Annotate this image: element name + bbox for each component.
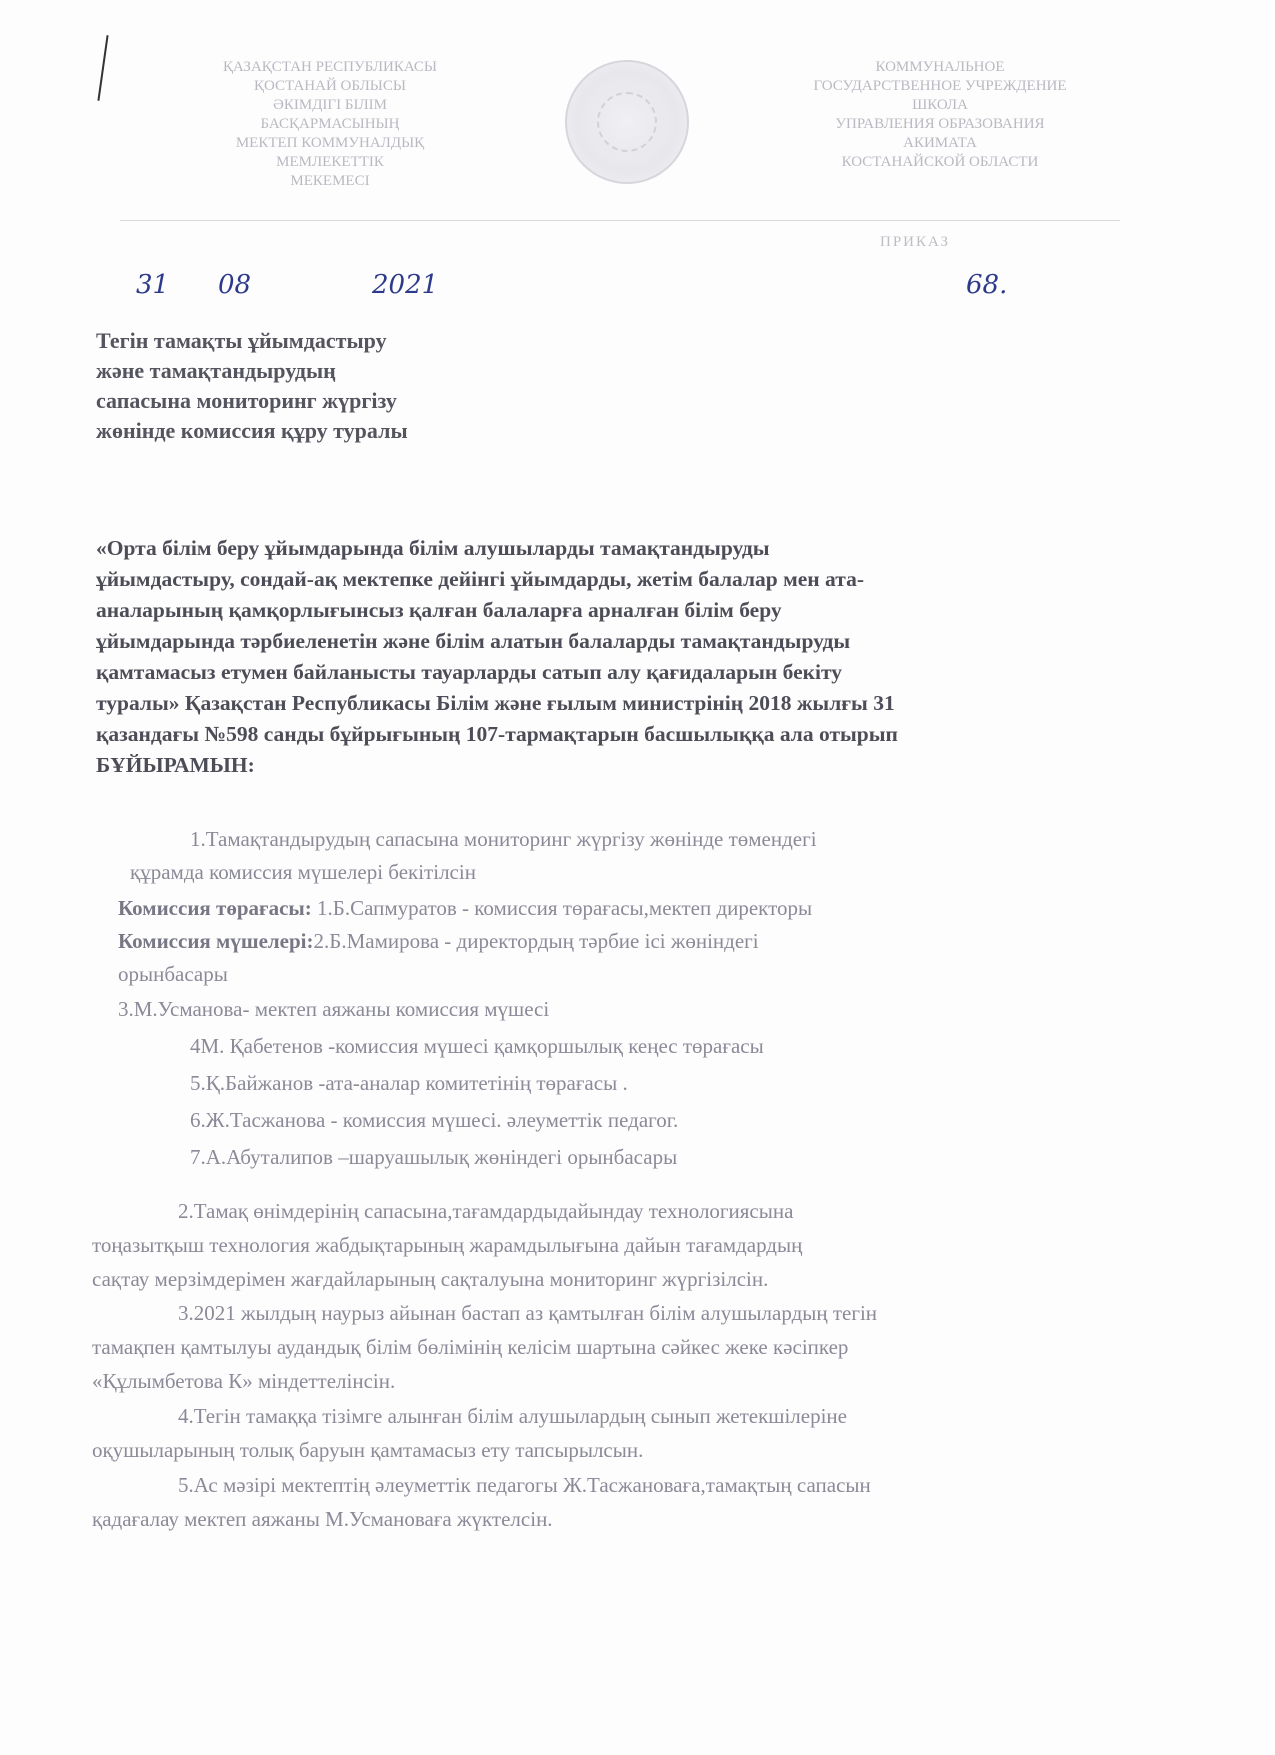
chair-text: 1.Б.Сапмуратов - комиссия төрағасы,мектеп директоры — [311, 896, 813, 920]
preamble-line: ұйымдарында тәрбиеленетін және білім алатын балаларды тамақтандыруды — [96, 629, 851, 653]
item-5-line-b: қадағалау мектеп аяжаны М.Усмановаға жүктелсін. — [92, 1507, 553, 1531]
item-4-line-a: 4.Тегін тамаққа тізімге алынған білім алушылардың сынып жетекшілеріне — [178, 1404, 847, 1428]
members-text: 2.Б.Мамирова - директордың тәрбие ісі жөніндегі — [313, 929, 759, 953]
preamble-line: «Орта білім беру ұйымдарында білім алушыларды тамақтандыруды — [96, 536, 770, 560]
item-3-line-c: «Құлымбетова К» міндеттелінсін. — [92, 1369, 396, 1393]
item-2-line-b: тоңазытқыш технология жабдықтарының жарамдылығына дайын тағамдардың — [92, 1233, 803, 1257]
letterhead-line: КОММУНАЛЬНОЕ — [875, 59, 1005, 75]
letterhead-line: МЕМЛЕКЕТТІК — [276, 154, 384, 170]
date-day: 31 — [136, 270, 170, 300]
order-heading: БҰЙЫРАМЫН: — [96, 753, 255, 777]
title-line: және тамақтандырудың — [96, 358, 336, 383]
member-7: 7.А.Абуталипов –шаруашылық жөніндегі орынбасары — [190, 1145, 678, 1169]
date-year: 2021 — [372, 270, 439, 300]
members-label: Комиссия мүшелері: — [118, 929, 314, 953]
title-line: Тегін тамақты ұйымдастыру — [96, 328, 387, 353]
letterhead-line: ҚОСТАНАЙ ОБЛЫСЫ — [254, 78, 406, 94]
letterhead-line: АКИМАТА — [903, 135, 977, 151]
chair-line — [118, 895, 812, 921]
state-emblem-icon — [565, 60, 689, 184]
letterhead-divider — [120, 220, 1120, 221]
letterhead-left — [180, 58, 480, 191]
item-2-line-c: сақтау мерзімдерімен жағдайларының сақталуына мониторинг жүргізілсін. — [92, 1267, 769, 1291]
item-4-line-b: оқушыларының толық баруын қамтамасыз ету тапсырылсын. — [92, 1438, 644, 1462]
preamble-line: туралы» Қазақстан Республикасы Білім және ғылым министрінің 2018 жылғы 31 — [96, 691, 895, 715]
item-5-line-a: 5.Ас мәзірі мектептің әлеуметтік педагогы Ж.Тасжановаға,тамақтың сапасын — [178, 1473, 871, 1497]
preamble-line: аналарының қамқорлығынсыз қалған балаларға арналған білім беру — [96, 598, 782, 622]
item-1-line-a: 1.Тамақтандырудың сапасына мониторинг жүргізу жөнінде төмендегі — [190, 827, 817, 851]
preamble-line: қазандағы №598 санды бұйрығының 107-тармақтарын басшылыққа ала отырып — [96, 722, 898, 746]
member-5: 5.Қ.Байжанов -ата-аналар комитетінің төрағасы . — [190, 1071, 628, 1095]
title-line: сапасына мониторинг жүргізу — [96, 388, 397, 413]
members-line-b: орынбасары — [118, 962, 228, 986]
letterhead-line: УПРАВЛЕНИЯ ОБРАЗОВАНИЯ — [835, 116, 1045, 132]
letterhead-line: ШКОЛА — [912, 97, 968, 113]
member-4: 4М. Қабетенов -комиссия мүшесі қамқоршылық кеңес төрағасы — [190, 1034, 764, 1058]
item-3-line-a: 3.2021 жылдың наурыз айынан бастап аз қамтылған білім алушылардың тегін — [178, 1301, 878, 1325]
item-2-line-a: 2.Тамақ өнімдерінің сапасына,тағамдардыдайындау технологиясына — [178, 1199, 794, 1223]
title-line: жөнінде комиссия құру туралы — [96, 418, 408, 443]
item-3-line-b: тамақпен қамтылуы аудандық білім бөлімінің келісім шартына сәйкес жеке кәсіпкер — [92, 1335, 849, 1359]
letterhead-line: ГОСУДАРСТВЕННОЕ УЧРЕЖДЕНИЕ — [813, 78, 1067, 94]
chair-label: Комиссия төрағасы: — [118, 896, 312, 920]
order-number: 68. — [966, 270, 1008, 300]
letterhead-right — [760, 58, 1120, 172]
preamble-line: ұйымдастыру, сондай-ақ мектепке дейінгі ұйымдарды, жетім балалар мен ата- — [96, 567, 864, 591]
pen-mark — [97, 35, 108, 101]
date-month: 08 — [218, 270, 252, 300]
letterhead-line: МЕКТЕП КОММУНАЛДЫҚ — [235, 135, 425, 151]
letterhead-line: КОСТАНАЙСКОЙ ОБЛАСТИ — [841, 154, 1039, 170]
document-title — [96, 326, 408, 446]
letterhead-line: МЕКЕМЕСІ — [290, 173, 370, 189]
letterhead-line: ӘКІМДІГІ БІЛІМ — [273, 97, 387, 113]
letterhead-line: ҚАЗАҚСТАН РЕСПУБЛИКАСЫ — [222, 59, 438, 75]
preamble — [96, 533, 1176, 781]
letterhead-line: БАСҚАРМАСЫНЫҢ — [260, 116, 400, 132]
order-label: ПРИКАЗ — [880, 234, 950, 250]
member-6: 6.Ж.Тасжанова - комиссия мүшесі. әлеуметтік педагог. — [190, 1108, 679, 1132]
preamble-line: қамтамасыз етумен байланысты тауарларды сатып алу қағидаларын бекіту — [96, 660, 843, 684]
item-1-line-b: құрамда комиссия мүшелері бекітілсін — [130, 860, 476, 884]
member-3: 3.М.Усманова- мектеп аяжаны комиссия мүшесі — [118, 997, 550, 1021]
members-line — [118, 928, 759, 954]
